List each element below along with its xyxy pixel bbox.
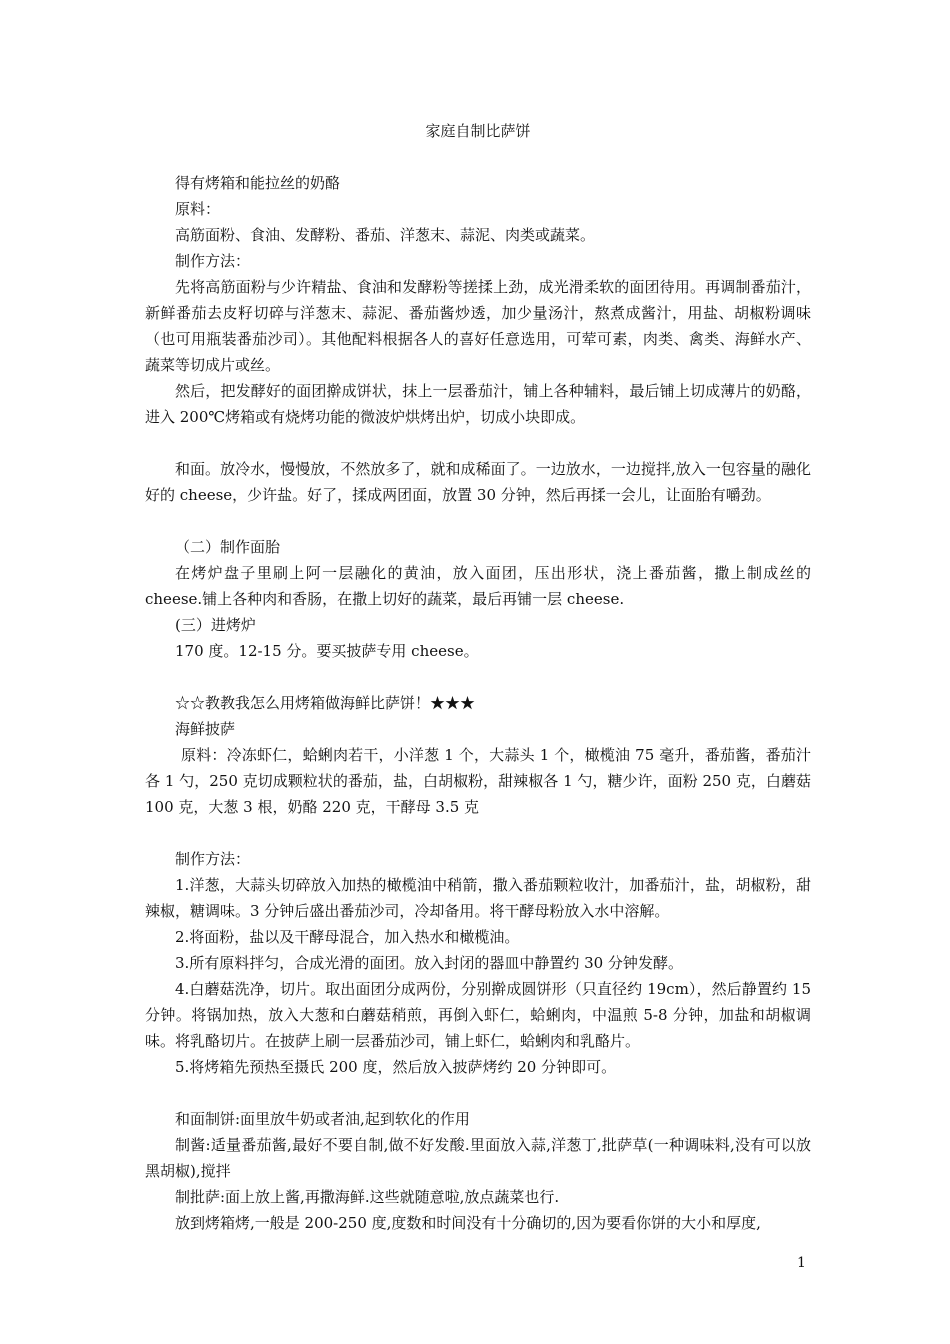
step3-heading: (三）进烤炉 [175, 616, 256, 634]
document-page [145, 118, 811, 1236]
method-label: 制作方法： [175, 252, 251, 270]
page-number: 1 [797, 1255, 806, 1271]
requirement-note: 得有烤箱和能拉丝的奶酪 [175, 174, 341, 192]
method-paragraph-2: 然后，把发酵好的面团擀成饼状，抹上一层番茄汁，铺上各种辅料，最后铺上切成薄片的奶酪，进入 200℃烤箱或有烧烤功能的微波炉烘烤出炉，切成小块即成。 [145, 382, 811, 426]
seafood-subtitle: 海鲜披萨 [175, 720, 236, 738]
seafood-heading: ☆☆教教我怎么用烤箱做海鲜比萨饼！★★★ [175, 694, 476, 712]
tips-paragraph-1: 和面制饼:面里放牛奶或者油,起到软化的作用 [175, 1110, 470, 1128]
seafood-method-label: 制作方法： [175, 850, 251, 868]
seafood-ingredients: 原料：冷冻虾仁，蛤蜊肉若干，小洋葱 1 个，大蒜头 1 个，橄榄油 75 毫升，番茄酱，番茄汁各 1 勺，250 克切成颗粒状的番茄，盐，白胡椒粉，甜辣椒各 1 勺，糖少许，面粉 250 克，白蘑菇 100 克，大葱 3 根，奶酪 220 克，干酵母 3.5 克 [145, 746, 811, 816]
step2-text: 在烤炉盘子里刷上阿一层融化的黄油，放入面团，压出形状，浇上番茄酱，撒上制成丝的 cheese.铺上各种肉和香肠，在撒上切好的蔬菜，最后再铺一层 cheese. [145, 564, 811, 608]
tips-paragraph-3: 制批萨:面上放上酱,再撒海鲜.这些就随意啦,放点蔬菜也行. [175, 1188, 560, 1206]
method-paragraph-1: 先将高筋面粉与少许精盐、食油和发酵粉等搓揉上劲，成光滑柔软的面团待用。再调制番茄汁，新鲜番茄去皮籽切碎与洋葱末、蒜泥、番茄酱炒透，加少量汤汁，熬煮成酱汁，用盐、胡椒粉调味（也可用瓶装番茄沙司）。其他配料根据各人的喜好任意选用，可荤可素，肉类、禽类、海鲜水产、蔬菜等切成片或丝。 [145, 278, 811, 374]
seafood-step-3: 3.所有原料拌匀，合成光滑的面团。放入封闭的器皿中静置约 30 分钟发酵。 [175, 954, 683, 972]
seafood-step-1: 1.洋葱，大蒜头切碎放入加热的橄榄油中稍箭，撒入番茄颗粒收汁，加番茄汁，盐，胡椒粉，甜辣椒，糖调味。3 分钟后盛出番茄沙司，冷却备用。将干酵母粉放入水中溶解。 [145, 876, 811, 920]
seafood-step-2: 2.将面粉，盐以及干酵母混合，加入热水和橄榄油。 [175, 928, 520, 946]
seafood-step-5: 5.将烤箱先预热至摄氏 200 度，然后放入披萨烤约 20 分钟即可。 [175, 1058, 617, 1076]
step3-text: 170 度。12-15 分。要买披萨专用 cheese。 [175, 642, 479, 660]
seafood-step-4: 4.白蘑菇洗净，切片。取出面团分成两份，分别擀成圆饼形（只直径约 19cm），然后静置约 15 分钟。将锅加热，放入大葱和白蘑菇稍煎，再倒入虾仁，蛤蜊肉，中温煎 5-8 分钟，加盐和胡椒调味。将乳酪切片。在披萨上刷一层番茄沙司，铺上虾仁，蛤蜊肉和乳酪片。 [145, 980, 811, 1050]
tips-paragraph-2: 制酱:适量番茄酱,最好不要自制,做不好发酸.里面放入蒜,洋葱丁,批萨草(一种调味料,没有可以放黑胡椒),搅拌 [145, 1136, 811, 1180]
step2-heading: （二）制作面胎 [175, 538, 281, 556]
document-title: 家庭自制比萨饼 [425, 122, 531, 140]
tips-paragraph-4: 放到烤箱烤,一般是 200-250 度,度数和时间没有十分确切的,因为要看你饼的大小和厚度, [175, 1214, 761, 1232]
ingredients-label: 原料： [175, 200, 221, 218]
dough-paragraph: 和面。放冷水，慢慢放，不然放多了，就和成稀面了。一边放水，一边搅拌,放入一包容量的融化好的 cheese，少许盐。好了，揉成两团面，放置 30 分钟，然后再揉一会儿，让面胎有嚼劲。 [145, 460, 811, 504]
ingredients-text: 高筋面粉、食油、发酵粉、番茄、洋葱末、蒜泥、肉类或蔬菜。 [175, 226, 596, 244]
